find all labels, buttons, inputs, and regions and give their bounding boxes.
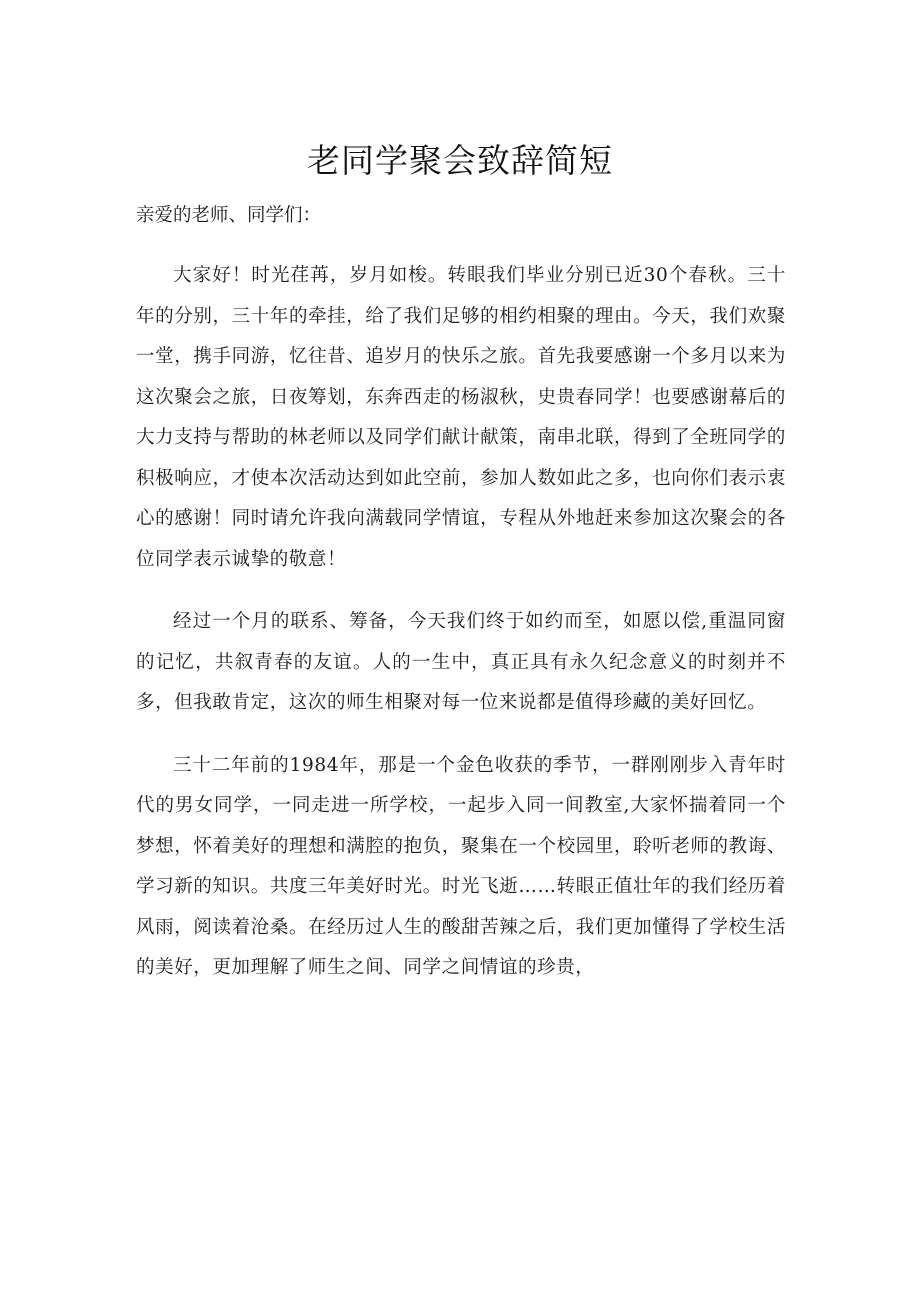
paragraph-3: 三十二年前的1984年，那是一个金色收获的季节，一群刚刚步入青年时代的男女同学，一同走进一所学校，一起步入同一间教室,大家怀揣着同一个梦想，怀着美好的理想和满腔的抱负，聚集在一个校园里，聆听老师的教诲、学习新的知识。共度三年美好时光。时光飞逝……转眼正值壮年的我们经历着风雨，阅读着沧桑。在经历过人生的酸甜苦辣之后，我们更加懂得了学校生活的美好，更加理解了师生之间、同学之间情谊的珍贵， (136, 754, 786, 978)
page-title: 老同学聚会致辞简短 (307, 141, 613, 180)
document-body (136, 198, 786, 989)
salutation: 亲爱的老师、同学们： (136, 205, 322, 226)
paragraph-2: 经过一个月的联系、筹备，今天我们终于如约而至，如愿以偿,重温同窗的记忆，共叙青春的友谊。人的一生中，真正具有永久纪念意义的时刻并不多，但我敢肯定，这次的师生相聚对每一位来说都是值得珍藏的美好回忆。 (136, 611, 786, 713)
paragraph-1: 大家好！时光荏苒，岁月如梭。转眼我们毕业分别已近30个春秋。三十年的分别，三十年的牵挂，给了我们足够的相约相聚的理由。今天，我们欢聚一堂，携手同游，忆往昔、追岁月的快乐之旅。首先我要感谢一个多月以来为这次聚会之旅，日夜筹划，东奔西走的杨淑秋，史贵春同学！也要感谢幕后的大力支持与帮助的林老师以及同学们献计献策，南串北联，得到了全班同学的积极响应，才使本次活动达到如此空前，参加人数如此之多，也向你们表示衷心的感谢！同时请允许我向满载同学情谊，专程从外地赶来参加这次聚会的各位同学表示诚挚的敬意！ (136, 265, 786, 570)
